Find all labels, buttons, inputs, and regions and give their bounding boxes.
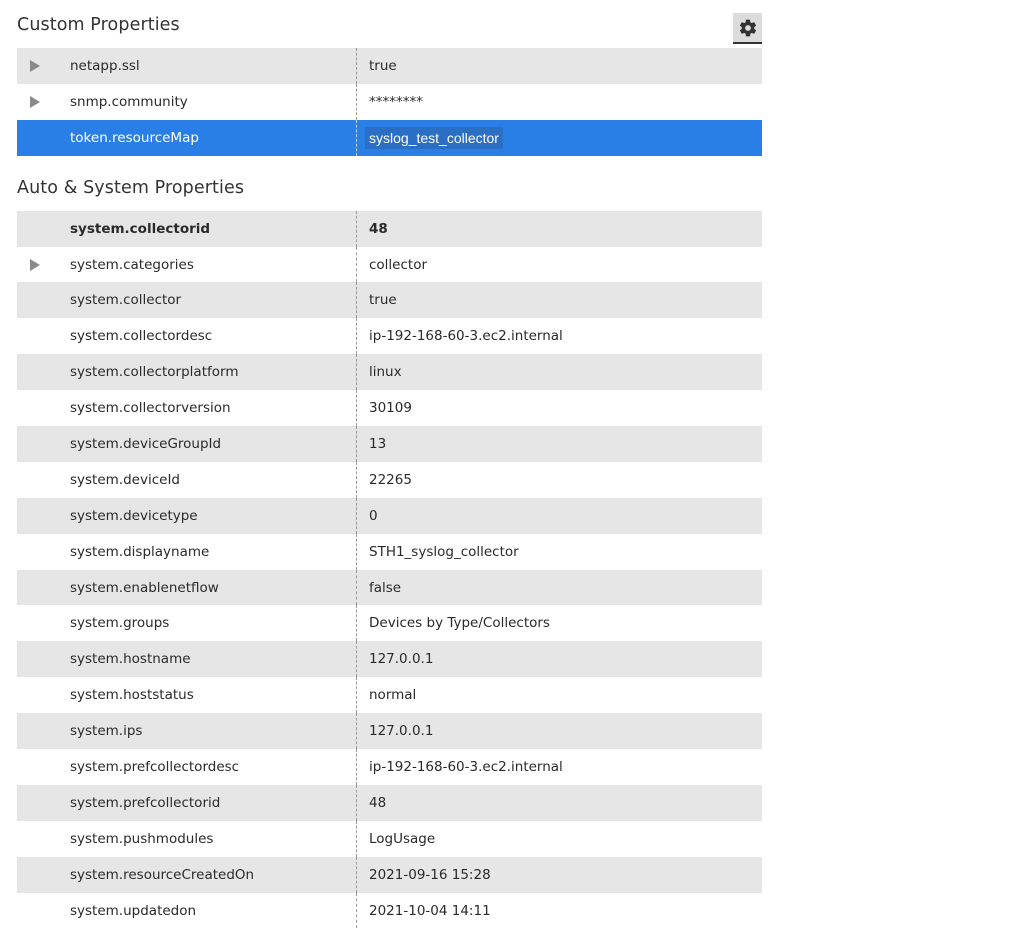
expand-cell bbox=[17, 426, 70, 462]
property-name: system.collectordesc bbox=[70, 328, 213, 345]
property-name: system.categories bbox=[70, 256, 194, 273]
gear-icon bbox=[738, 18, 758, 38]
property-row[interactable] bbox=[17, 211, 762, 247]
property-value: true bbox=[369, 57, 397, 74]
property-row[interactable] bbox=[17, 426, 762, 462]
settings-button[interactable] bbox=[733, 13, 762, 44]
property-row[interactable] bbox=[17, 570, 762, 606]
property-value: Devices by Type/Collectors bbox=[369, 615, 550, 632]
property-value: 48 bbox=[369, 794, 387, 811]
expand-cell bbox=[17, 857, 70, 893]
property-row[interactable] bbox=[17, 48, 762, 84]
property-value: ip-192-168-60-3.ec2.internal bbox=[369, 758, 563, 775]
expand-cell bbox=[17, 462, 70, 498]
expand-cell bbox=[17, 677, 70, 713]
property-name: system.hostname bbox=[70, 651, 191, 668]
property-name: netapp.ssl bbox=[70, 57, 140, 74]
auto-properties-table bbox=[17, 211, 762, 929]
expand-cell bbox=[17, 48, 70, 84]
property-name: system.deviceGroupId bbox=[70, 435, 222, 452]
property-row[interactable] bbox=[17, 713, 762, 749]
property-value: 30109 bbox=[369, 400, 412, 417]
property-value: 48 bbox=[369, 220, 388, 237]
expand-cell bbox=[17, 318, 70, 354]
property-row[interactable] bbox=[17, 84, 762, 120]
expand-cell bbox=[17, 713, 70, 749]
property-name: system.groups bbox=[70, 615, 170, 632]
property-row[interactable] bbox=[17, 318, 762, 354]
property-value bbox=[357, 127, 762, 149]
property-row[interactable] bbox=[17, 749, 762, 785]
property-name: system.pushmodules bbox=[70, 830, 214, 847]
property-value: collector bbox=[369, 256, 428, 273]
expand-cell bbox=[17, 534, 70, 570]
property-row[interactable] bbox=[17, 462, 762, 498]
property-value: 2021-09-16 15:28 bbox=[369, 866, 491, 883]
property-name: system.devicetype bbox=[70, 507, 198, 524]
property-row[interactable] bbox=[17, 498, 762, 534]
property-name: system.collectorversion bbox=[70, 400, 231, 417]
property-name: system.displayname bbox=[70, 543, 210, 560]
expand-arrow-icon[interactable] bbox=[30, 259, 40, 271]
property-value: STH1_syslog_collector bbox=[369, 543, 519, 560]
expand-cell bbox=[17, 120, 70, 156]
expand-arrow-icon[interactable] bbox=[30, 96, 40, 108]
property-value: 13 bbox=[369, 435, 387, 452]
auto-properties-header bbox=[17, 156, 762, 211]
expand-cell bbox=[17, 893, 70, 929]
property-value: true bbox=[369, 292, 397, 309]
expand-cell bbox=[17, 354, 70, 390]
property-value: 22265 bbox=[369, 471, 412, 488]
property-value: ip-192-168-60-3.ec2.internal bbox=[369, 328, 563, 345]
property-name: system.collectorplatform bbox=[70, 364, 239, 381]
property-name: system.updatedon bbox=[70, 902, 197, 919]
expand-cell bbox=[17, 821, 70, 857]
auto-properties-title: Auto & System Properties bbox=[17, 177, 245, 198]
property-row[interactable] bbox=[17, 605, 762, 641]
property-row[interactable] bbox=[17, 354, 762, 390]
expand-arrow-icon[interactable] bbox=[30, 60, 40, 72]
expand-cell bbox=[17, 84, 70, 120]
expand-cell bbox=[17, 390, 70, 426]
expand-cell bbox=[17, 785, 70, 821]
expand-cell bbox=[17, 247, 70, 283]
property-value: 127.0.0.1 bbox=[369, 723, 434, 740]
property-value-editor[interactable]: syslog_test_collector bbox=[365, 127, 503, 149]
property-name: system.collectorid bbox=[70, 220, 211, 237]
property-row[interactable] bbox=[17, 785, 762, 821]
property-row[interactable] bbox=[17, 821, 762, 857]
property-name: system.prefcollectorid bbox=[70, 794, 221, 811]
expand-cell bbox=[17, 641, 70, 677]
properties-panel bbox=[17, 0, 762, 928]
property-value: false bbox=[369, 579, 402, 596]
custom-properties-header bbox=[17, 0, 762, 48]
property-row[interactable] bbox=[17, 120, 762, 156]
property-name: snmp.community bbox=[70, 93, 188, 110]
custom-properties-title: Custom Properties bbox=[17, 15, 180, 35]
property-row[interactable] bbox=[17, 534, 762, 570]
expand-cell bbox=[17, 211, 70, 247]
property-name: system.deviceId bbox=[70, 471, 180, 488]
property-row[interactable] bbox=[17, 641, 762, 677]
property-row[interactable] bbox=[17, 677, 762, 713]
expand-cell bbox=[17, 749, 70, 785]
property-value: 2021-10-04 14:11 bbox=[369, 902, 491, 919]
property-value: linux bbox=[369, 364, 402, 381]
property-name: system.ips bbox=[70, 723, 143, 740]
expand-cell bbox=[17, 498, 70, 534]
property-row[interactable] bbox=[17, 247, 762, 283]
property-name: system.resourceCreatedOn bbox=[70, 866, 255, 883]
property-name: system.prefcollectordesc bbox=[70, 758, 240, 775]
property-value: 0 bbox=[369, 507, 378, 524]
expand-cell bbox=[17, 605, 70, 641]
property-value: ******** bbox=[369, 93, 423, 110]
property-row[interactable] bbox=[17, 857, 762, 893]
property-value: LogUsage bbox=[369, 830, 436, 847]
property-row[interactable] bbox=[17, 282, 762, 318]
custom-properties-table bbox=[17, 48, 762, 156]
property-value: normal bbox=[369, 687, 417, 704]
expand-cell bbox=[17, 570, 70, 606]
expand-cell bbox=[17, 282, 70, 318]
property-name: token.resourceMap bbox=[70, 129, 199, 146]
property-row[interactable] bbox=[17, 893, 762, 929]
property-name: system.hoststatus bbox=[70, 687, 194, 704]
property-name: system.enablenetflow bbox=[70, 579, 219, 596]
property-row[interactable] bbox=[17, 390, 762, 426]
property-value: 127.0.0.1 bbox=[369, 651, 434, 668]
property-name: system.collector bbox=[70, 292, 182, 309]
